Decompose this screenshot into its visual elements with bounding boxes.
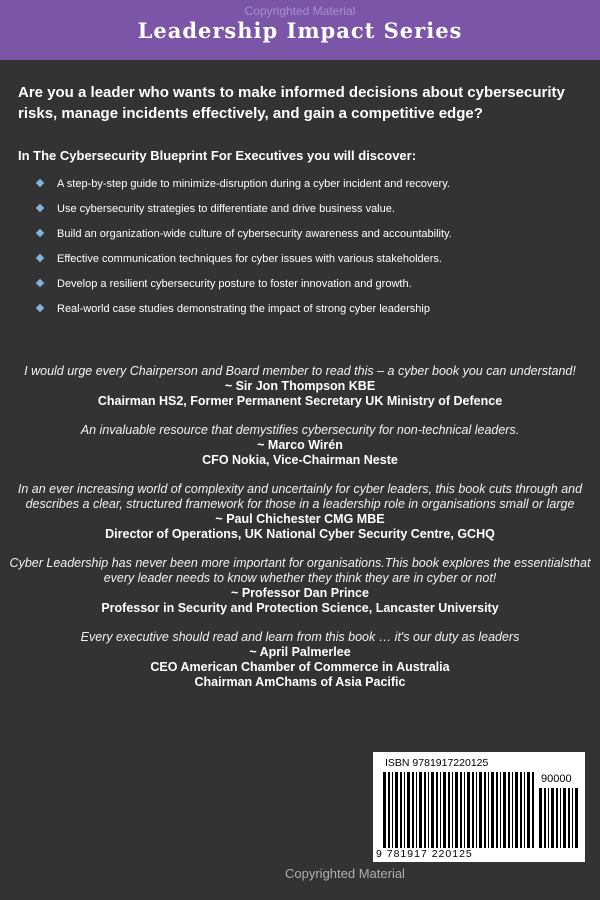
benefit-item xyxy=(57,277,587,302)
endorser-role: Professor in Security and Protection Science, Lancaster University xyxy=(101,601,499,615)
endorser-role: Chairman HS2, Former Permanent Secretary UK Ministry of Defence xyxy=(97,394,503,408)
benefit-item xyxy=(57,202,587,227)
endorsement-quote: I would urge every Chairperson and Board member to read this – a cyber book you can understand! xyxy=(24,364,576,378)
benefit-item xyxy=(57,177,587,202)
endorser-name: ~ Sir Jon Thompson KBE xyxy=(224,379,376,393)
endorsements xyxy=(8,364,592,704)
endorsement-quote: An invaluable resource that demystifies cybersecurity for non-technical leaders. xyxy=(80,423,520,437)
diamond-bullet-icon xyxy=(36,204,44,212)
price-code: 90000 xyxy=(541,773,572,785)
watermark-bottom: Copyrighted Material xyxy=(285,866,405,881)
benefit-text: Real-world case studies demonstrating the impact of strong cyber leadership xyxy=(57,303,430,315)
benefit-text: Effective communication techniques for cyber issues with various stakeholders. xyxy=(57,253,442,265)
isbn-barcode xyxy=(373,752,585,862)
benefits-list xyxy=(57,177,587,327)
endorser-role: CFO Nokia, Vice-Chairman Neste xyxy=(202,453,398,467)
benefit-text: Develop a resilient cybersecurity posture to foster innovation and growth. xyxy=(57,278,412,290)
endorser-name: ~ Paul Chichester CMG MBE xyxy=(215,512,385,526)
endorser-name: ~ April Palmerlee xyxy=(249,645,351,659)
diamond-bullet-icon xyxy=(36,279,44,287)
endorsement-quote: Cyber Leadership has never been more important for organisations.This book explores the essentialsthat every leader needs to know whether they think they are in cyber or not! xyxy=(9,556,591,585)
benefit-item xyxy=(57,227,587,252)
benefit-item xyxy=(57,252,587,277)
benefit-text: Build an organization-wide culture of cybersecurity awareness and accountability. xyxy=(57,228,452,240)
benefit-text: A step-by-step guide to minimize-disruption during a cyber incident and recovery. xyxy=(57,178,450,190)
endorser-role: Director of Operations, UK National Cyber Security Centre, GCHQ xyxy=(105,527,495,541)
watermark-top: Copyrighted Material xyxy=(244,4,356,18)
endorser-role-secondary: Chairman AmChams of Asia Pacific xyxy=(194,675,406,689)
intro-question: Are you a leader who wants to make informed decisions about cybersecurity risks, manage incidents effectively, and gain a competitive edge? xyxy=(18,84,565,122)
diamond-bullet-icon xyxy=(36,304,44,312)
endorser-role: CEO American Chamber of Commerce in Australia xyxy=(150,660,450,674)
diamond-bullet-icon xyxy=(36,229,44,237)
endorsement xyxy=(8,556,592,616)
endorser-name: ~ Professor Dan Prince xyxy=(231,586,369,600)
endorsement-quote: Every executive should read and learn from this book … it's our duty as leaders xyxy=(80,630,520,644)
endorsement xyxy=(8,482,592,542)
endorsement xyxy=(8,630,592,690)
diamond-bullet-icon xyxy=(36,179,44,187)
lead-in: In The Cybersecurity Blueprint For Executives you will discover: xyxy=(18,148,417,163)
endorsement xyxy=(8,423,592,468)
isbn-label: ISBN 9781917220125 xyxy=(385,757,489,769)
endorser-name: ~ Marco Wirén xyxy=(257,438,343,452)
barcode-digits: 9 781917 220125 xyxy=(376,848,473,860)
series-title: Leadership Impact Series xyxy=(137,17,463,43)
diamond-bullet-icon xyxy=(36,254,44,262)
series-banner xyxy=(0,0,600,60)
endorsement-quote: In an ever increasing world of complexity and uncertainly for cyber leaders, this book cuts through and describes a clear, structured framework for those in a leadership role in organisations small or large xyxy=(17,482,583,511)
benefit-item xyxy=(57,302,587,327)
benefit-text: Use cybersecurity strategies to differentiate and drive business value. xyxy=(57,203,395,215)
endorsement xyxy=(8,364,592,409)
